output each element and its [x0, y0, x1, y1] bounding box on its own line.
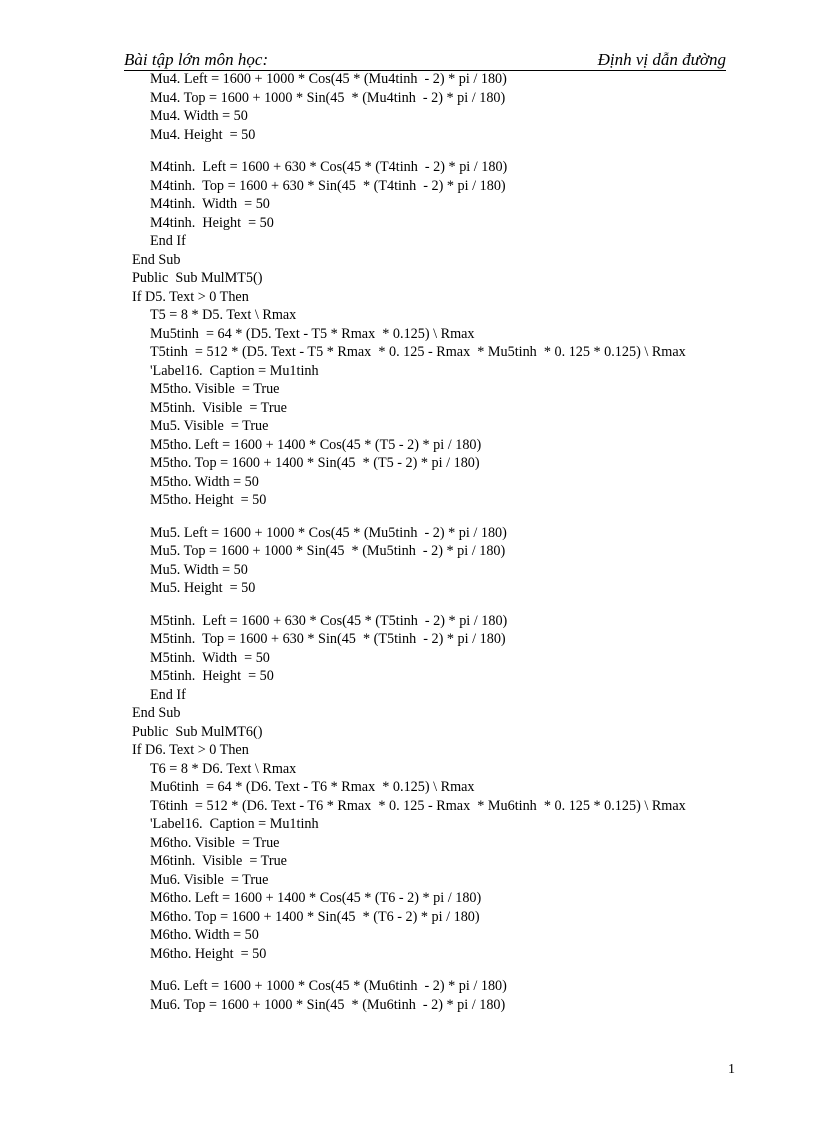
- code-line: Mu6. Visible = True: [150, 871, 269, 888]
- code-line: End If: [150, 233, 186, 249]
- code-line: Mu5. Visible = True: [150, 418, 269, 434]
- code-line: M6tho. Height = 50: [150, 945, 267, 962]
- code-line: M6tinh. Visible = True: [150, 853, 287, 869]
- code-line: Mu6tinh = 64 * (D6. Text - T6 * Rmax * 0.125) \ Rmax: [150, 779, 475, 795]
- code-line: 'Label16. Caption = Mu1tinh: [150, 816, 319, 832]
- code-line: M4tinh. Top = 1600 + 630 * Sin(45 * (T4tinh - 2) * pi / 180): [150, 177, 506, 194]
- code-line: T6tinh = 512 * (D6. Text - T6 * Rmax * 0. 125 - Rmax * Mu6tinh * 0. 125 * 0.125) \ Rmax: [150, 797, 686, 814]
- code-line: M5tho. Width = 50: [150, 473, 259, 490]
- code-line: M6tho. Left = 1600 + 1400 * Cos(45 * (T6 - 2) * pi / 180): [150, 890, 482, 906]
- code-line: Public Sub MulMT6(): [132, 723, 263, 740]
- code-line: T6 = 8 * D6. Text \ Rmax: [150, 760, 297, 777]
- code-line: Mu6. Left = 1600 + 1000 * Cos(45 * (Mu6tinh - 2) * pi / 180): [150, 978, 507, 994]
- code-line: M5tinh. Width = 50: [150, 649, 270, 666]
- code-line: Mu4. Top = 1600 + 1000 * Sin(45 * (Mu4tinh - 2) * pi / 180): [150, 89, 506, 106]
- code-line: M5tinh. Visible = True: [150, 399, 287, 416]
- code-line: 'Label16. Caption = Mu1tinh: [150, 362, 319, 379]
- code-line: Mu5. Height = 50: [150, 580, 256, 596]
- blank-line: [132, 144, 792, 158]
- code-line: Mu5. Top = 1600 + 1000 * Sin(45 * (Mu5tinh - 2) * pi / 180): [150, 543, 506, 559]
- header-topic-title: Định vị dẫn đường: [597, 50, 726, 69]
- blank-line: [132, 963, 792, 977]
- code-line: End If: [150, 686, 186, 703]
- code-line: If D5. Text > 0 Then: [132, 288, 249, 305]
- code-line: End Sub: [132, 251, 181, 268]
- header-course-title: Bài tập lớn môn học:: [124, 50, 269, 69]
- code-line: M6tho. Visible = True: [150, 834, 280, 851]
- page-header: [124, 48, 726, 71]
- code-line: M5tho. Left = 1600 + 1400 * Cos(45 * (T5 - 2) * pi / 180): [150, 436, 482, 453]
- blank-line: [132, 510, 792, 524]
- code-line: Mu4. Height = 50: [150, 126, 256, 143]
- code-line: Mu4. Left = 1600 + 1000 * Cos(45 * (Mu4tinh - 2) * pi / 180): [150, 71, 507, 87]
- code-listing: [132, 70, 792, 1014]
- code-line: M5tinh. Left = 1600 + 630 * Cos(45 * (T5tinh - 2) * pi / 180): [150, 612, 508, 629]
- code-line: M5tinh. Top = 1600 + 630 * Sin(45 * (T5tinh - 2) * pi / 180): [150, 631, 506, 647]
- code-line: M6tho. Top = 1600 + 1400 * Sin(45 * (T6 - 2) * pi / 180): [150, 908, 480, 925]
- code-line: Mu5. Width = 50: [150, 561, 248, 578]
- code-line: Mu4. Width = 50: [150, 108, 248, 124]
- code-line: M5tho. Visible = True: [150, 381, 280, 397]
- code-line: Mu6. Top = 1600 + 1000 * Sin(45 * (Mu6tinh - 2) * pi / 180): [150, 996, 506, 1013]
- code-line: M5tho. Height = 50: [150, 492, 267, 508]
- code-line: M4tinh. Left = 1600 + 630 * Cos(45 * (T4tinh - 2) * pi / 180): [150, 159, 508, 175]
- code-line: Mu5tinh = 64 * (D5. Text - T5 * Rmax * 0.125) \ Rmax: [150, 325, 475, 342]
- code-line: M4tinh. Height = 50: [150, 214, 274, 231]
- code-line: If D6. Text > 0 Then: [132, 742, 249, 758]
- code-line: M4tinh. Width = 50: [150, 196, 270, 212]
- code-line: M6tho. Width = 50: [150, 927, 259, 943]
- code-line: T5tinh = 512 * (D5. Text - T5 * Rmax * 0. 125 - Rmax * Mu5tinh * 0. 125 * 0.125) \ Rmax: [150, 344, 686, 360]
- code-line: Mu5. Left = 1600 + 1000 * Cos(45 * (Mu5tinh - 2) * pi / 180): [150, 524, 507, 541]
- code-line: T5 = 8 * D5. Text \ Rmax: [150, 307, 297, 323]
- blank-line: [132, 598, 792, 612]
- code-line: Public Sub MulMT5(): [132, 270, 263, 286]
- code-line: End Sub: [132, 705, 181, 721]
- page-number: 1: [728, 1062, 735, 1077]
- code-line: M5tho. Top = 1600 + 1400 * Sin(45 * (T5 - 2) * pi / 180): [150, 455, 480, 471]
- code-line: M5tinh. Height = 50: [150, 668, 274, 684]
